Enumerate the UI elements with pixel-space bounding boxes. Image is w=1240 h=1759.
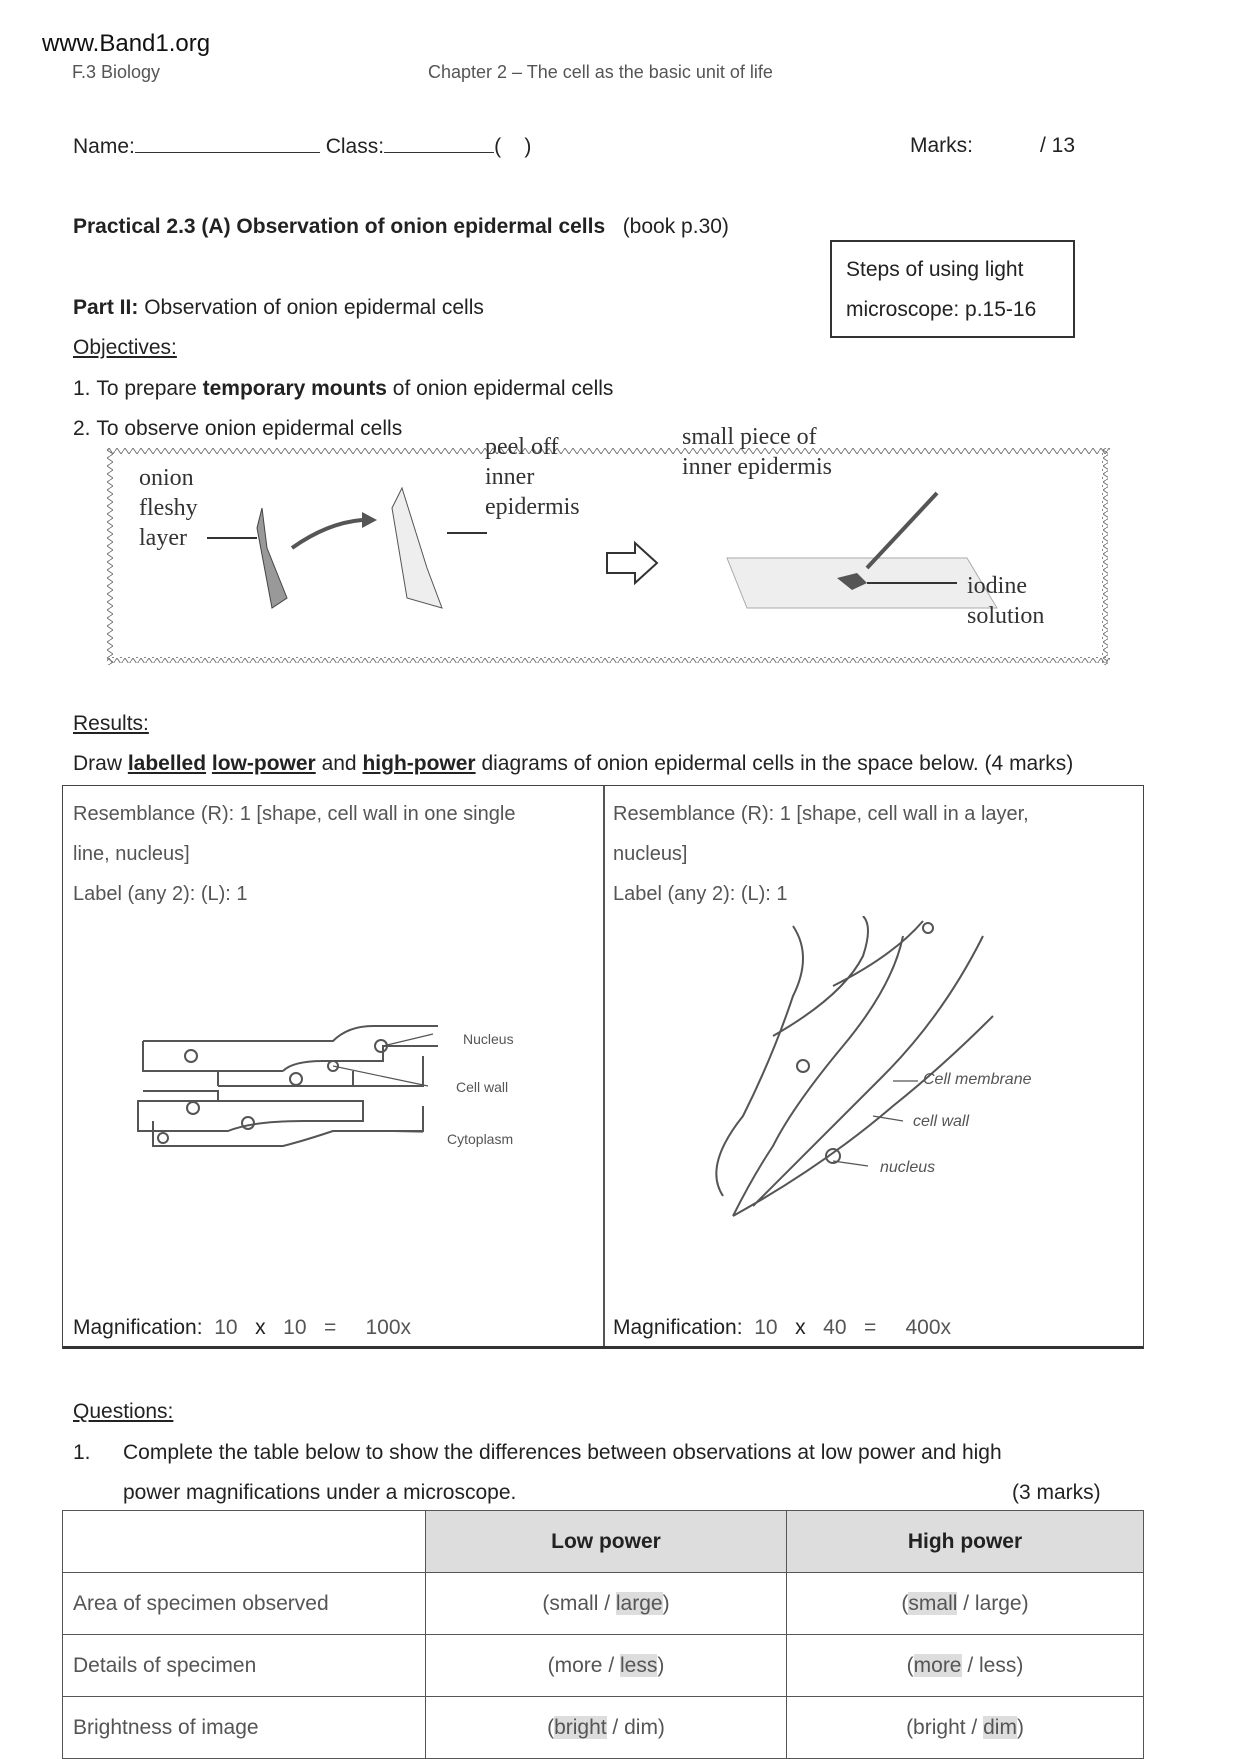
procedure-illustration (107, 448, 1110, 665)
criteria-line: line, nucleus] (73, 843, 190, 865)
mag-total: 400x (905, 1316, 952, 1339)
mag-label: Magnification: (73, 1316, 203, 1339)
objective-num: 2. (73, 417, 91, 440)
criteria-line: Label (any 2): (L): 1 (613, 883, 788, 905)
label-line: small piece of (682, 424, 817, 450)
low-power-answer (426, 1697, 787, 1759)
table-row (63, 1573, 1144, 1635)
objective-2 (73, 417, 402, 441)
criteria-line: Label (any 2): (L): 1 (73, 883, 248, 905)
name-label: Name: (73, 135, 135, 158)
peeled-epidermis-icon (392, 488, 442, 608)
answer-text: / dim) (606, 1715, 665, 1739)
label-cell-wall-high: cell wall (913, 1113, 970, 1130)
comparison-table (62, 1510, 1144, 1759)
class-number-open: ( (494, 135, 502, 158)
label-line: solution (967, 603, 1045, 629)
mag-value: 40 (823, 1316, 847, 1339)
answer-text: ( (901, 1591, 909, 1615)
header-high-power: High power (787, 1511, 1144, 1573)
part-heading (73, 296, 484, 320)
table-header-row (63, 1511, 1144, 1573)
objective-text: To prepare (96, 377, 203, 400)
arrow-icon (607, 543, 657, 583)
high-power-answer (787, 1697, 1144, 1759)
selected-answer: small (908, 1591, 958, 1615)
practical-title (73, 215, 729, 239)
objective-1 (73, 377, 613, 401)
practical-title-bold: Practical 2.3 (A) Observation of onion epidermal cells (73, 215, 606, 238)
header-blank (63, 1511, 426, 1573)
row-label: Area of specimen observed (63, 1573, 426, 1635)
instr-text: Draw (73, 752, 128, 775)
objectives-heading: Objectives: (73, 336, 177, 359)
mag-value: 10 (214, 1316, 238, 1339)
label-line: peel off (485, 434, 559, 460)
class-field[interactable] (384, 134, 494, 153)
low-power-answer (426, 1573, 787, 1635)
objective-num: 1. (73, 377, 91, 400)
note-line-2: microscope: p.15-16 (846, 298, 1037, 321)
high-power-answer (787, 1635, 1144, 1697)
selected-answer: large (615, 1591, 663, 1615)
mag-total: 100x (365, 1316, 412, 1339)
mag-times: x (795, 1316, 806, 1339)
row-label: Details of specimen (63, 1635, 426, 1697)
selected-answer: bright (554, 1715, 607, 1739)
answer-text: / large) (957, 1591, 1029, 1615)
chapter-header: Chapter 2 – The cell as the basic unit of life (428, 62, 773, 82)
part-text: Observation of onion epidermal cells (138, 296, 484, 319)
label-cytoplasm: Cytoplasm (447, 1131, 514, 1147)
low-power-answer (426, 1635, 787, 1697)
label-line: epidermis (485, 494, 580, 520)
label-piece (682, 422, 832, 482)
label-onion (139, 463, 198, 553)
answer-text: (more / (547, 1653, 620, 1677)
mag-label: Magnification: (613, 1316, 743, 1339)
criteria-line: nucleus] (613, 843, 688, 865)
questions-heading: Questions: (73, 1400, 174, 1423)
criteria-line: Resemblance (R): 1 [shape, cell wall in a layer, (613, 803, 1029, 825)
instr-text: diagrams of onion epidermal cells in the space below. (4 marks) (475, 752, 1074, 775)
header-low-power: Low power (426, 1511, 787, 1573)
mag-value: 10 (283, 1316, 307, 1339)
subject-header: F.3 Biology (72, 62, 161, 82)
table-row (63, 1635, 1144, 1697)
name-field[interactable] (135, 134, 320, 153)
question-1-marks: (3 marks) (1012, 1481, 1101, 1504)
book-reference: (book p.30) (622, 215, 729, 238)
mag-equals: = (324, 1316, 337, 1339)
marks-total: / 13 (1040, 134, 1076, 157)
table-row (63, 1697, 1144, 1759)
low-power-magnification (73, 1316, 411, 1340)
part-label: Part II: (73, 296, 139, 319)
high-power-criteria (613, 794, 1029, 914)
answer-text: ) (657, 1653, 665, 1677)
selected-answer: less (619, 1653, 658, 1677)
answer-text: ) (1016, 1715, 1024, 1739)
label-line: iodine (967, 573, 1027, 599)
student-info (73, 134, 531, 159)
onion-layer-icon (257, 508, 287, 608)
objective-bold: temporary mounts (202, 377, 387, 400)
mag-equals: = (864, 1316, 877, 1339)
instr-emph: low-power (211, 752, 316, 775)
answer-text: (bright / (906, 1715, 984, 1739)
label-line: layer (139, 525, 187, 551)
label-nucleus-high: nucleus (880, 1159, 936, 1176)
objective-text: To observe onion epidermal cells (96, 417, 403, 440)
mag-value: 10 (754, 1316, 778, 1339)
high-power-answer (787, 1573, 1144, 1635)
row-label: Brightness of image (63, 1697, 426, 1759)
label-peel (485, 432, 580, 522)
results-table (62, 785, 1144, 1349)
class-label: Class: (325, 135, 385, 158)
question-1-line-1: Complete the table below to show the differences between observations at low power and high (123, 1441, 1002, 1464)
label-line: fleshy (139, 495, 198, 521)
selected-answer: dim (983, 1715, 1017, 1739)
note-box (830, 240, 1075, 338)
answer-text: ) (662, 1591, 670, 1615)
objective-text: of onion epidermal cells (386, 377, 614, 400)
question-1-line-2: power magnifications under a microscope. (123, 1481, 517, 1504)
label-nucleus: Nucleus (463, 1031, 514, 1047)
instr-text: and (315, 752, 363, 775)
instr-emph: labelled (127, 752, 207, 775)
question-1-number: 1. (73, 1441, 91, 1464)
class-number-close: ) (524, 135, 532, 158)
high-power-magnification (613, 1316, 951, 1340)
selected-answer: more (913, 1653, 962, 1677)
criteria-line: Resemblance (R): 1 [shape, cell wall in one single (73, 803, 516, 825)
answer-text: ( (547, 1715, 555, 1739)
label-cell-wall: Cell wall (456, 1079, 509, 1095)
marks-label: Marks: (910, 134, 973, 157)
label-line: inner epidermis (682, 454, 832, 480)
instr-emph: high-power (362, 752, 476, 775)
dropper-icon (867, 493, 937, 568)
answer-text: (small / (542, 1591, 616, 1615)
note-line-1: Steps of using light (846, 258, 1024, 281)
label-line: onion (139, 465, 194, 491)
mag-times: x (255, 1316, 266, 1339)
results-instruction (73, 752, 1073, 776)
results-heading: Results: (73, 712, 149, 735)
watermark: www.Band1.org (42, 30, 211, 57)
label-iodine (967, 571, 1044, 631)
answer-text: / less) (961, 1653, 1024, 1677)
low-power-criteria (73, 794, 515, 914)
answer-text: ( (906, 1653, 914, 1677)
label-cell-membrane: Cell membrane (923, 1071, 1032, 1088)
label-line: inner (485, 464, 535, 490)
